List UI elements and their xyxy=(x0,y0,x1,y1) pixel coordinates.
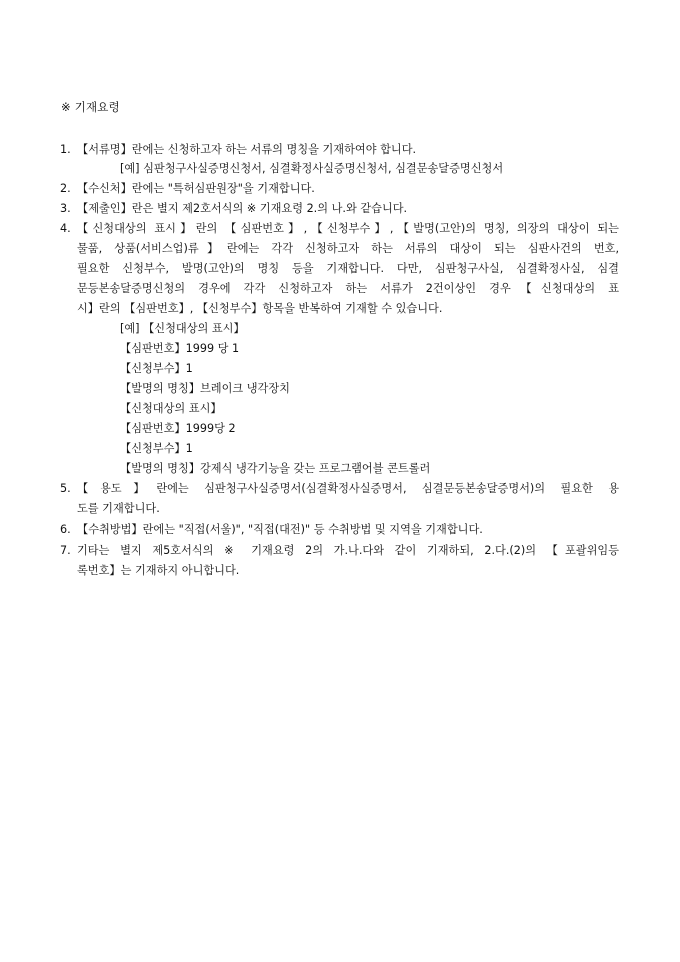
item-5-line-2: 도를 기재합니다. xyxy=(77,502,160,515)
item-4-line-4: 문등본송달증명신청의 경우에 각각 신청하고자 하는 서류가 2건이상인 경우【신청대상의 표 xyxy=(77,282,619,295)
item-number-3: 3. xyxy=(60,202,71,215)
item-number-5: 5. xyxy=(60,482,71,495)
item-4-example-line-5: 【심판번호】1999당 2 xyxy=(120,422,236,435)
item-4-line-5: 시】란의 【심판번호】, 【신청부수】항목을 반복하여 기재할 수 있습니다. xyxy=(77,302,443,315)
item-2-line-1: 【수신처】란에는 "특허심판원장"을 기재합니다. xyxy=(77,182,315,195)
item-4-example-line-3: 【발명의 명칭】브레이크 냉각장치 xyxy=(120,382,290,395)
item-1-line-1: 【서류명】란에는 신청하고자 하는 서류의 명칭을 기재하여야 합니다. xyxy=(77,143,417,156)
item-3-line-1: 【제출인】란은 별지 제2호서식의 ※ 기재요령 2.의 나.와 같습니다. xyxy=(77,202,408,215)
item-1-example: [예] 심판청구사실증명신청서, 심결확정사실증명신청서, 심결문송달증명신청서 xyxy=(120,162,504,175)
item-4-line-3: 필요한 신청부수, 발명(고안)의 명칭 등을 기재합니다. 다만, 심판청구사실, 심결확정사실, 심결 xyxy=(77,262,619,275)
item-4-line-2: 물품, 상품(서비스업)류】란에는 각각 신청하고자 하는 서류의 대상이 되는 심판사건의 번호, xyxy=(77,242,619,255)
item-number-7: 7. xyxy=(60,544,71,557)
item-number-4: 4. xyxy=(60,222,71,235)
section-heading: ※ 기재요령 xyxy=(61,100,120,114)
item-6-line-1: 【수취방법】란에는 "직접(서울)", "직접(대전)" 등 수취방법 및 지역을 기재합니다. xyxy=(77,523,483,536)
item-number-6: 6. xyxy=(60,523,71,536)
item-5-line-1: 【용도】란에는 심판청구사실증명서(심결확정사실증명서, 심결문등본송달증명서)의 필요한 용 xyxy=(77,482,619,495)
item-4-line-1: 【신청대상의 표시】란의 【심판번호】,【신청부수】,【발명(고안)의 명칭, 의장의 대상이 되는 xyxy=(77,222,619,235)
item-4-example-line-7: 【발명의 명칭】강제식 냉각기능을 갖는 프로그램어블 콘트롤러 xyxy=(120,462,431,475)
item-4-example-line-6: 【신청부수】1 xyxy=(120,442,193,455)
item-4-example-line-2: 【신청부수】1 xyxy=(120,362,193,375)
item-number-2: 2. xyxy=(60,182,71,195)
item-number-1: 1. xyxy=(60,143,71,156)
item-4-example-line-1: 【심판번호】1999 당 1 xyxy=(120,342,240,355)
item-4-example-line-4: 【신청대상의 표시】 xyxy=(120,402,222,415)
item-7-line-1: 기타는 별지 제5호서식의 ※ 기재요령 2의 가.나.다와 같이 기재하되, 2.다.(2)의 【포괄위임등 xyxy=(77,544,619,557)
item-4-example-heading: [예] 【신청대상의 표시】 xyxy=(120,322,245,335)
item-7-line-2: 록번호】는 기재하지 아니합니다. xyxy=(77,564,240,577)
